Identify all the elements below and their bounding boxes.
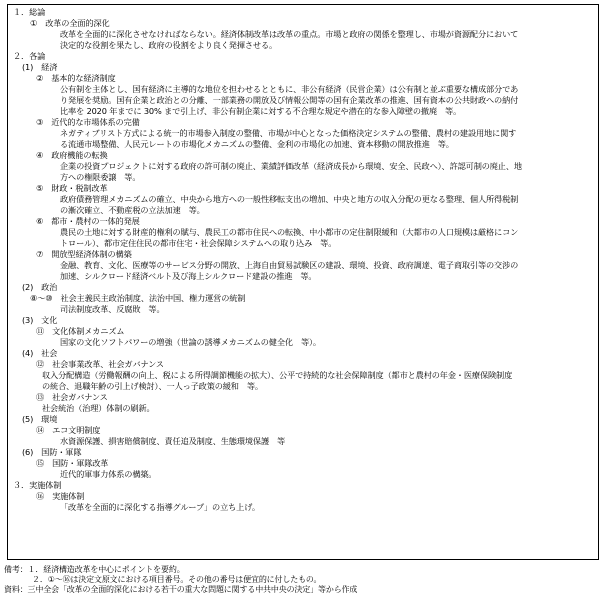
body-text: 方への権限委譲 等。 xyxy=(60,172,141,182)
item-heading: ⑯ 実施体制 xyxy=(36,491,85,501)
item-heading: ⑮ 国防・軍隊改革 xyxy=(36,458,109,468)
item-heading: ⑬ 社会ガバナンス xyxy=(36,392,108,402)
section-heading-general: １．総論 xyxy=(13,7,46,17)
body-text: 「改革を全面的に深化する指導グループ」の立ち上げ。 xyxy=(60,502,260,512)
item-heading: ⑫ 社会事業改革、社会ガバナンス xyxy=(36,359,164,369)
body-text: る流通市場整備、人民元レートの市場化メカニズムの整備、金利の市場化の加速、資本移動の開放推進 等。 xyxy=(60,139,454,149)
content-box xyxy=(7,4,599,560)
item-heading: ② 基本的な経済制度 xyxy=(36,73,116,83)
subsection-heading-economy: (1) 経済 xyxy=(22,62,58,72)
item-heading: ⑥ 都市・農村の一体的発展 xyxy=(36,216,140,226)
body-text: トロール）、都市定住住民の都市住宅・社会保障システムへの取り込み 等。 xyxy=(60,238,337,248)
body-text: の漸次確立、不動産税の立法加速 等。 xyxy=(60,205,205,215)
note-line: ２．①～⑯は決定文原文における項目番号。その他の番号は便宜的に付したもの。 xyxy=(32,575,322,584)
section-heading-implementation: ３．実施体制 xyxy=(13,480,62,490)
body-text: 近代的軍事力体系の構築。 xyxy=(60,469,157,479)
body-text: 社会統治（治理）体制の刷新。 xyxy=(42,403,155,413)
item-heading: ⑭ エコ文明制度 xyxy=(36,425,101,435)
body-text: 政府債務管理メカニズムの確立、中央から地方への一般性移転支出の増加、中央と地方の収入分配の更なる整理、個人所得税制 xyxy=(60,194,519,204)
body-text: 金融、教育、文化、医療等のサービス分野の開放、上海自由貿易試験区の建設、環境、投資、政府調達、電子商取引等の交渉の xyxy=(60,260,519,270)
item-heading: ⑤ 財政・税制改革 xyxy=(36,183,108,193)
subsection-heading-culture: (3) 文化 xyxy=(22,315,58,325)
item-heading: ⑦ 開放型経済体制の構築 xyxy=(36,249,132,259)
section-heading-details: ２．各論 xyxy=(13,51,46,61)
item-heading: ④ 政府機能の転換 xyxy=(36,150,108,160)
body-text: 司法制度改革、反腐敗 等。 xyxy=(60,304,165,314)
subsection-heading-environment: (5) 環境 xyxy=(22,414,58,424)
body-text: 企業の投資プロジェクトに対する政府の許可制の廃止、業績評価改革（経済成長から環境、安全、民政へ）、許認可制の廃止、地 xyxy=(60,161,522,171)
body-text: 収入分配構造（労働報酬の向上、税による所得調節機能の拡大）、公平で持続的な社会保障制度（都市と農村の年金・医療保険制度 xyxy=(42,370,513,380)
item-heading: ⑧～⑩ 社会主義民主政治制度、法治中国、権力運営の統制 xyxy=(30,293,246,303)
item-heading: ① 改革の全面的深化 xyxy=(30,18,110,28)
source-line: 資料：三中全会「改革の全面的深化における若干の重大な問題に関する中共中央の決定」等から作成 xyxy=(4,585,358,594)
body-text: 農民の土地に対する財産的権利の賦与、農民工の都市住民への転換、中小都市の定住制限緩和（大都市の人口規模は厳格にコン xyxy=(60,227,519,237)
item-heading: ③ 近代的な市場体系の完備 xyxy=(36,117,140,127)
subsection-heading-society: (4) 社会 xyxy=(22,348,58,358)
body-text: 水資源保護、損害賠償制度、責任追及制度、生態環境保護 等 xyxy=(60,436,286,446)
body-text: 公有制を主体とし、国有経済に主導的な地位を担わせるとともに、非公有経済（民営企業）は公有制と並ぶ重要な構成部分であ xyxy=(60,84,519,94)
subsection-heading-defense: (6) 国防・軍隊 xyxy=(22,447,82,457)
body-text: ネガティブリスト方式による統一的市場参入制度の整備、市場が中心となった価格決定システムの整備、農村の建設用地に関す xyxy=(60,128,517,138)
body-text: 比率を 2020 年までに 30% まで引上げ、非公有制企業に対する不合理な規定や潜在的な参入障壁の撤廃 等。 xyxy=(60,106,462,116)
body-text: り発展を奨励。国有企業と政治との分離、一部業務の開放及び情報公開等の国有企業改革の推進、国有資本の公共財政への納付 xyxy=(60,95,519,105)
note-line: 備考：１．経済構造改革を中心にポイントを要約。 xyxy=(4,565,185,574)
item-heading: ⑪ 文化体制メカニズム xyxy=(36,326,125,336)
body-text: 改革を全面的に深化させなければならない。経済体制改革は改革の重点。市場と政府の関係を整理し、市場が資源配分において xyxy=(60,29,519,39)
body-text: 加速、シルクロード経済ベルト及び海上シルクロード建設の推進 等。 xyxy=(60,271,317,281)
body-text: 国家の文化ソフトパワーの増強（世論の誘導メカニズムの健全化 等）。 xyxy=(60,337,321,347)
subsection-heading-politics: (2) 政治 xyxy=(22,282,58,292)
body-text: の統合、退職年齢の引上げ検討）、一人っ子政策の緩和 等。 xyxy=(42,381,263,391)
body-text: 決定的な役割を果たし、政府の役割をより良く発揮させる。 xyxy=(60,40,278,50)
